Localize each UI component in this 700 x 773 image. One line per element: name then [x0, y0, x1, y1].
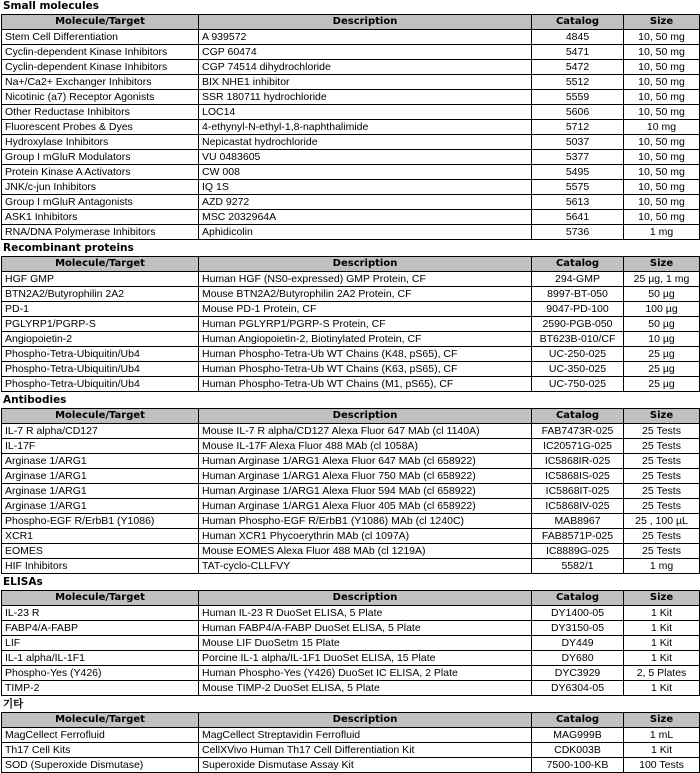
column-header-catalog: Catalog: [532, 257, 624, 272]
column-header-molecule-target: Molecule/Target: [2, 257, 199, 272]
table-row: [2, 195, 700, 210]
description-cell: Human Phospho-Tetra-Ub WT Chains (K63, pS65), CF: [199, 362, 532, 377]
molecule-target-cell: Cyclin-dependent Kinase Inhibitors: [2, 45, 199, 60]
catalog-cell: 9047-PD-100: [532, 302, 624, 317]
molecule-target-cell: HIF Inhibitors: [2, 559, 199, 574]
description-cell: Mouse IL-17F Alexa Fluor 488 MAb (cl 1058A): [199, 439, 532, 454]
table-row: [2, 90, 700, 105]
catalog-cell: 5606: [532, 105, 624, 120]
description-cell: Human IL-23 R DuoSet ELISA, 5 Plate: [199, 606, 532, 621]
table-row: [2, 529, 700, 544]
description-cell: Human Phospho-Yes (Y426) DuoSet IC ELISA, 2 Plate: [199, 666, 532, 681]
molecule-target-cell: Other Reductase Inhibitors: [2, 105, 199, 120]
description-cell: Human Phospho-Tetra-Ub WT Chains (K48, pS65), CF: [199, 347, 532, 362]
description-cell: Human HGF (NS0-expressed) GMP Protein, CF: [199, 272, 532, 287]
size-cell: 25 Tests: [624, 499, 700, 514]
size-cell: 10, 50 mg: [624, 45, 700, 60]
catalog-cell: IC5868IV-025: [532, 499, 624, 514]
description-cell: Human Arginase 1/ARG1 Alexa Fluor 647 MAb (cl 658922): [199, 454, 532, 469]
column-header-catalog: Catalog: [532, 15, 624, 30]
table-row: [2, 210, 700, 225]
description-cell: Mouse LIF DuoSetm 15 Plate: [199, 636, 532, 651]
catalog-cell: FAB7473R-025: [532, 424, 624, 439]
molecule-target-cell: Stem Cell Differentiation: [2, 30, 199, 45]
table-row: [2, 681, 700, 696]
column-header-size: Size: [624, 257, 700, 272]
description-cell: Human Arginase 1/ARG1 Alexa Fluor 750 MAb (cl 658922): [199, 469, 532, 484]
catalog-cell: DYC3929: [532, 666, 624, 681]
catalog-cell: MAB8967: [532, 514, 624, 529]
description-cell: VU 0483605: [199, 150, 532, 165]
molecule-target-cell: IL-17F: [2, 439, 199, 454]
table-row: [2, 165, 700, 180]
header-row: [2, 713, 700, 728]
description-cell: Superoxide Dismutase Assay Kit: [199, 758, 532, 773]
catalog-cell: 294-GMP: [532, 272, 624, 287]
molecule-target-cell: TIMP-2: [2, 681, 199, 696]
size-cell: 25 Tests: [624, 544, 700, 559]
size-cell: 25 Tests: [624, 529, 700, 544]
catalog-cell: 5377: [532, 150, 624, 165]
description-cell: Mouse IL-7 R alpha/CD127 Alexa Fluor 647 MAb (cl 1140A): [199, 424, 532, 439]
molecule-target-cell: Th17 Cell Kits: [2, 743, 199, 758]
molecule-target-cell: HGF GMP: [2, 272, 199, 287]
catalog-cell: 5641: [532, 210, 624, 225]
molecule-target-cell: Phospho-Tetra-Ubiquitin/Ub4: [2, 377, 199, 392]
molecule-target-cell: Hydroxylase Inhibitors: [2, 135, 199, 150]
description-cell: MSC 2032964A: [199, 210, 532, 225]
catalog-cell: 5037: [532, 135, 624, 150]
section-title: Small molecules: [3, 0, 99, 12]
column-header-description: Description: [199, 257, 532, 272]
description-cell: Human Phospho-Tetra-Ub WT Chains (M1, pS65), CF: [199, 377, 532, 392]
molecule-target-cell: Group I mGluR Modulators: [2, 150, 199, 165]
size-cell: 10, 50 mg: [624, 210, 700, 225]
description-cell: CGP 60474: [199, 45, 532, 60]
size-cell: 25 µg: [624, 377, 700, 392]
size-cell: 10, 50 mg: [624, 75, 700, 90]
molecule-target-cell: Phospho-Yes (Y426): [2, 666, 199, 681]
description-cell: IQ 1S: [199, 180, 532, 195]
table-row: [2, 621, 700, 636]
column-header-molecule-target: Molecule/Target: [2, 15, 199, 30]
molecule-target-cell: LIF: [2, 636, 199, 651]
description-cell: CellXVivo Human Th17 Cell Differentiation Kit: [199, 743, 532, 758]
description-cell: Porcine IL-1 alpha/IL-1F1 DuoSet ELISA, 15 Plate: [199, 651, 532, 666]
catalog-cell: DY3150-05: [532, 621, 624, 636]
size-cell: 25 Tests: [624, 439, 700, 454]
table-row: [2, 302, 700, 317]
section: [0, 242, 700, 392]
catalog-cell: DY1400-05: [532, 606, 624, 621]
size-cell: 25 Tests: [624, 424, 700, 439]
size-cell: 100 Tests: [624, 758, 700, 773]
molecule-target-cell: IL-1 alpha/IL-1F1: [2, 651, 199, 666]
size-cell: 25 Tests: [624, 484, 700, 499]
molecule-target-cell: Phospho-EGF R/ErbB1 (Y1086): [2, 514, 199, 529]
description-cell: Mouse EOMES Alexa Fluor 488 MAb (cl 1219A): [199, 544, 532, 559]
description-cell: Aphidicolin: [199, 225, 532, 240]
description-cell: Mouse TIMP-2 DuoSet ELISA, 5 Plate: [199, 681, 532, 696]
catalog-cell: BT623B-010/CF: [532, 332, 624, 347]
section-title: Recombinant proteins: [3, 242, 134, 254]
catalog-cell: DY449: [532, 636, 624, 651]
catalog-cell: 5575: [532, 180, 624, 195]
column-header-catalog: Catalog: [532, 713, 624, 728]
column-header-molecule-target: Molecule/Target: [2, 591, 199, 606]
size-cell: 1 mg: [624, 559, 700, 574]
molecule-target-cell: Na+/Ca2+ Exchanger Inhibitors: [2, 75, 199, 90]
size-cell: 10, 50 mg: [624, 30, 700, 45]
description-cell: AZD 9272: [199, 195, 532, 210]
description-cell: Mouse BTN2A2/Butyrophilin 2A2 Protein, CF: [199, 287, 532, 302]
description-cell: BIX NHE1 inhibitor: [199, 75, 532, 90]
molecule-target-cell: Arginase 1/ARG1: [2, 484, 199, 499]
section-title: Antibodies: [3, 394, 67, 406]
description-cell: Human Angiopoietin-2, Biotinylated Protein, CF: [199, 332, 532, 347]
section-title: ELISAs: [3, 576, 43, 588]
description-cell: CGP 74514 dihydrochloride: [199, 60, 532, 75]
catalog-cell: IC5868IR-025: [532, 454, 624, 469]
table-row: [2, 424, 700, 439]
size-cell: 1 mg: [624, 225, 700, 240]
size-cell: 1 mL: [624, 728, 700, 743]
size-cell: 25 , 100 µL: [624, 514, 700, 529]
description-cell: 4-ethynyl-N-ethyl-1,8-naphthalimide: [199, 120, 532, 135]
description-cell: Human PGLYRP1/PGRP-S Protein, CF: [199, 317, 532, 332]
size-cell: 1 Kit: [624, 606, 700, 621]
catalog-cell: FAB8571P-025: [532, 529, 624, 544]
catalog-cell: 5582/1: [532, 559, 624, 574]
description-cell: TAT-cyclo-CLLFVY: [199, 559, 532, 574]
column-header-molecule-target: Molecule/Target: [2, 713, 199, 728]
size-cell: 10, 50 mg: [624, 90, 700, 105]
section: [0, 0, 700, 240]
table-row: [2, 758, 700, 773]
size-cell: 10, 50 mg: [624, 150, 700, 165]
catalog-cell: IC5868IS-025: [532, 469, 624, 484]
description-cell: Human Arginase 1/ARG1 Alexa Fluor 594 MAb (cl 658922): [199, 484, 532, 499]
column-header-molecule-target: Molecule/Target: [2, 409, 199, 424]
size-cell: 10, 50 mg: [624, 60, 700, 75]
size-cell: 50 µg: [624, 317, 700, 332]
section-title: 기타: [3, 698, 24, 710]
table-row: [2, 272, 700, 287]
molecule-target-cell: FABP4/A-FABP: [2, 621, 199, 636]
column-header-size: Size: [624, 713, 700, 728]
molecule-target-cell: Angiopoietin-2: [2, 332, 199, 347]
table-row: [2, 484, 700, 499]
header-row: [2, 257, 700, 272]
size-cell: 10, 50 mg: [624, 135, 700, 150]
catalog-cell: DY680: [532, 651, 624, 666]
molecule-target-cell: Phospho-Tetra-Ubiquitin/Ub4: [2, 362, 199, 377]
table-row: [2, 514, 700, 529]
size-cell: 1 Kit: [624, 621, 700, 636]
description-cell: Mouse PD-1 Protein, CF: [199, 302, 532, 317]
table-row: [2, 75, 700, 90]
catalog-cell: UC-350-025: [532, 362, 624, 377]
molecule-target-cell: Group I mGluR Antagonists: [2, 195, 199, 210]
catalog-cell: 5613: [532, 195, 624, 210]
size-cell: 25 µg, 1 mg: [624, 272, 700, 287]
column-header-description: Description: [199, 15, 532, 30]
product-table: [1, 712, 700, 773]
catalog-cell: 5472: [532, 60, 624, 75]
catalog-cell: IC20571G-025: [532, 439, 624, 454]
table-row: [2, 651, 700, 666]
molecule-target-cell: PD-1: [2, 302, 199, 317]
table-row: [2, 606, 700, 621]
catalog-cell: UC-750-025: [532, 377, 624, 392]
molecule-target-cell: Phospho-Tetra-Ubiquitin/Ub4: [2, 347, 199, 362]
table-row: [2, 499, 700, 514]
table-row: [2, 347, 700, 362]
description-cell: Human XCR1 Phycoerythrin MAb (cl 1097A): [199, 529, 532, 544]
column-header-description: Description: [199, 713, 532, 728]
table-row: [2, 150, 700, 165]
catalog-cell: MAG999B: [532, 728, 624, 743]
size-cell: 10, 50 mg: [624, 195, 700, 210]
table-row: [2, 666, 700, 681]
description-cell: SSR 180711 hydrochloride: [199, 90, 532, 105]
header-row: [2, 591, 700, 606]
column-header-catalog: Catalog: [532, 591, 624, 606]
table-row: [2, 439, 700, 454]
table-row: [2, 120, 700, 135]
size-cell: 25 µg: [624, 347, 700, 362]
column-header-size: Size: [624, 15, 700, 30]
molecule-target-cell: EOMES: [2, 544, 199, 559]
catalog-cell: 5471: [532, 45, 624, 60]
section: [0, 576, 700, 696]
header-row: [2, 409, 700, 424]
description-cell: Nepicastat hydrochloride: [199, 135, 532, 150]
description-cell: Human Arginase 1/ARG1 Alexa Fluor 405 MAb (cl 658922): [199, 499, 532, 514]
table-row: [2, 377, 700, 392]
molecule-target-cell: Cyclin-dependent Kinase Inhibitors: [2, 60, 199, 75]
catalog-cell: 5712: [532, 120, 624, 135]
molecule-target-cell: PGLYRP1/PGRP-S: [2, 317, 199, 332]
table-row: [2, 225, 700, 240]
product-table: [1, 256, 700, 392]
catalog-cell: 5495: [532, 165, 624, 180]
section: [0, 698, 700, 773]
molecule-target-cell: MagCellect Ferrofluid: [2, 728, 199, 743]
catalog-cell: 7500-100-KB: [532, 758, 624, 773]
catalog-cell: DY6304-05: [532, 681, 624, 696]
molecule-target-cell: ASK1 Inhibitors: [2, 210, 199, 225]
table-row: [2, 135, 700, 150]
table-row: [2, 636, 700, 651]
table-row: [2, 30, 700, 45]
molecule-target-cell: RNA/DNA Polymerase Inhibitors: [2, 225, 199, 240]
description-cell: MagCellect Streptavidin Ferrofluid: [199, 728, 532, 743]
molecule-target-cell: JNK/c-jun Inhibitors: [2, 180, 199, 195]
table-row: [2, 332, 700, 347]
table-row: [2, 469, 700, 484]
column-header-size: Size: [624, 409, 700, 424]
size-cell: 1 Kit: [624, 636, 700, 651]
table-row: [2, 743, 700, 758]
molecule-target-cell: BTN2A2/Butyrophilin 2A2: [2, 287, 199, 302]
table-row: [2, 105, 700, 120]
table-row: [2, 544, 700, 559]
product-table: [1, 408, 700, 574]
size-cell: 10, 50 mg: [624, 105, 700, 120]
size-cell: 1 Kit: [624, 743, 700, 758]
catalog-cell: IC8889G-025: [532, 544, 624, 559]
product-table: [1, 14, 700, 240]
table-row: [2, 728, 700, 743]
description-cell: Human FABP4/A-FABP DuoSet ELISA, 5 Plate: [199, 621, 532, 636]
catalog-cell: 8997-BT-050: [532, 287, 624, 302]
catalog-cell: UC-250-025: [532, 347, 624, 362]
table-row: [2, 317, 700, 332]
table-row: [2, 180, 700, 195]
catalog-cell: 5559: [532, 90, 624, 105]
table-row: [2, 454, 700, 469]
catalog-cell: IC5868IT-025: [532, 484, 624, 499]
size-cell: 25 µg: [624, 362, 700, 377]
column-header-description: Description: [199, 409, 532, 424]
description-cell: CW 008: [199, 165, 532, 180]
molecule-target-cell: Nicotinic (a7) Receptor Agonists: [2, 90, 199, 105]
table-row: [2, 287, 700, 302]
size-cell: 10 µg: [624, 332, 700, 347]
molecule-target-cell: Arginase 1/ARG1: [2, 469, 199, 484]
molecule-target-cell: XCR1: [2, 529, 199, 544]
section: [0, 394, 700, 574]
table-row: [2, 362, 700, 377]
catalog-cell: 2590-PGB-050: [532, 317, 624, 332]
catalog-cell: CDK003B: [532, 743, 624, 758]
size-cell: 10, 50 mg: [624, 180, 700, 195]
molecule-target-cell: IL-23 R: [2, 606, 199, 621]
molecule-target-cell: Arginase 1/ARG1: [2, 499, 199, 514]
description-cell: LOC14: [199, 105, 532, 120]
table-row: [2, 60, 700, 75]
catalog-cell: 4845: [532, 30, 624, 45]
size-cell: 25 Tests: [624, 469, 700, 484]
column-header-size: Size: [624, 591, 700, 606]
size-cell: 1 Kit: [624, 651, 700, 666]
table-row: [2, 559, 700, 574]
molecule-target-cell: SOD (Superoxide Dismutase): [2, 758, 199, 773]
size-cell: 2, 5 Plates: [624, 666, 700, 681]
column-header-description: Description: [199, 591, 532, 606]
molecule-target-cell: Fluorescent Probes & Dyes: [2, 120, 199, 135]
molecule-target-cell: IL-7 R alpha/CD127: [2, 424, 199, 439]
molecule-target-cell: Protein Kinase A Activators: [2, 165, 199, 180]
size-cell: 10 mg: [624, 120, 700, 135]
header-row: [2, 15, 700, 30]
molecule-target-cell: Arginase 1/ARG1: [2, 454, 199, 469]
size-cell: 1 Kit: [624, 681, 700, 696]
column-header-catalog: Catalog: [532, 409, 624, 424]
product-table: [1, 590, 700, 696]
size-cell: 10, 50 mg: [624, 165, 700, 180]
size-cell: 100 µg: [624, 302, 700, 317]
size-cell: 25 Tests: [624, 454, 700, 469]
description-cell: Human Phospho-EGF R/ErbB1 (Y1086) MAb (cl 1240C): [199, 514, 532, 529]
catalog-cell: 5736: [532, 225, 624, 240]
table-row: [2, 45, 700, 60]
catalog-cell: 5512: [532, 75, 624, 90]
description-cell: A 939572: [199, 30, 532, 45]
size-cell: 50 µg: [624, 287, 700, 302]
